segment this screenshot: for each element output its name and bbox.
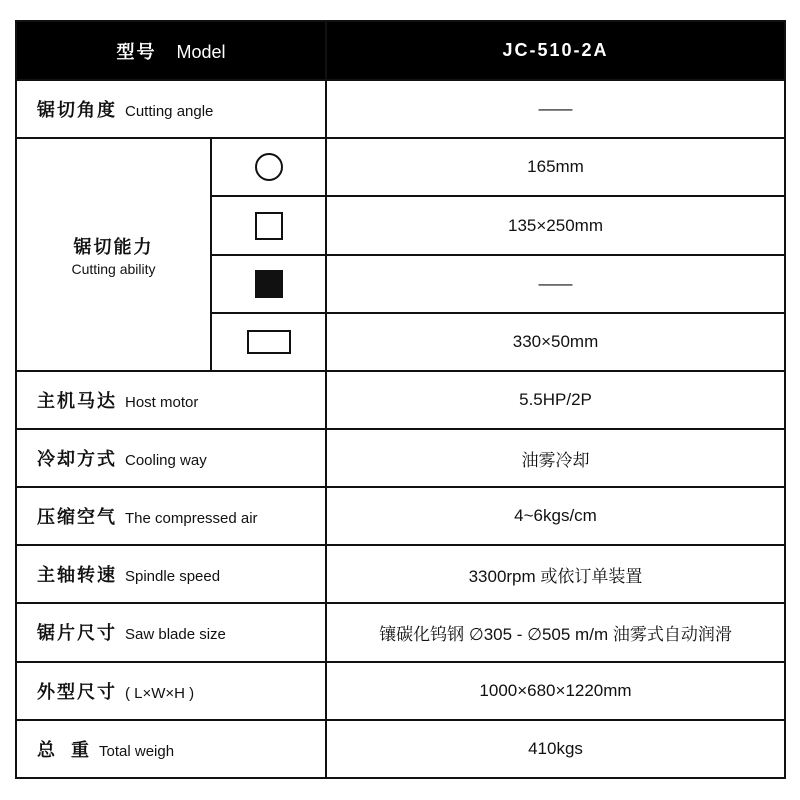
label-en: ( L×W×H ) xyxy=(125,684,195,702)
label-en: Saw blade size xyxy=(125,626,226,644)
cooling-way-value: 油雾冷却 xyxy=(326,429,785,487)
cutting-ability-value: 135×250mm xyxy=(326,196,785,254)
label-zh: 主轴转速 xyxy=(37,565,117,586)
host-motor-value: 5.5HP/2P xyxy=(326,371,785,429)
model-label-zh: 型号 xyxy=(116,41,157,62)
table-row xyxy=(16,429,785,487)
circle-icon xyxy=(255,153,283,181)
compressed-air-label xyxy=(16,487,326,545)
label-zh: 外型尺寸 xyxy=(37,681,117,702)
model-label-cell xyxy=(16,21,326,80)
label-zh: 冷却方式 xyxy=(37,449,117,470)
model-label-en: Model xyxy=(176,41,226,62)
rectangle-icon xyxy=(247,330,291,354)
table-row xyxy=(16,80,785,138)
cooling-way-label xyxy=(16,429,326,487)
table-row xyxy=(16,720,785,778)
compressed-air-value: 4~6kgs/cm xyxy=(326,487,785,545)
label-zh: 压缩空气 xyxy=(37,507,117,528)
total-weight-value: 410kgs xyxy=(326,720,785,778)
table-row xyxy=(16,603,785,661)
cutting-angle-label xyxy=(16,80,326,138)
shape-cell xyxy=(211,255,326,313)
label-en: Host motor xyxy=(125,393,199,411)
saw-blade-size-label xyxy=(16,603,326,661)
filled-square-icon xyxy=(255,270,283,298)
saw-blade-size-value: 镶碳化钨钢 ∅305 - ∅505 m/m 油雾式自动润滑 xyxy=(326,603,785,661)
label-en: Cutting angle xyxy=(125,103,214,121)
cutting-ability-value: 330×50mm xyxy=(326,313,785,371)
table-row xyxy=(16,662,785,720)
label-en: Cutting ability xyxy=(71,260,156,277)
label-en: The compressed air xyxy=(125,510,258,528)
total-weight-label xyxy=(16,720,326,778)
shape-cell xyxy=(211,313,326,371)
label-zh: 锯切能力 xyxy=(73,236,154,257)
label-zh: 主机马达 xyxy=(37,390,117,411)
cutting-ability-value: —— xyxy=(326,255,785,313)
table-row xyxy=(16,487,785,545)
table-row xyxy=(16,138,785,196)
label-zh: 锯切角度 xyxy=(37,100,117,121)
spindle-speed-value: 3300rpm 或依订单装置 xyxy=(326,545,785,603)
host-motor-label xyxy=(16,371,326,429)
spindle-speed-label xyxy=(16,545,326,603)
square-icon xyxy=(255,212,283,240)
cutting-ability-value: 165mm xyxy=(326,138,785,196)
label-zh: 总 重 xyxy=(37,739,92,760)
label-en: Cooling way xyxy=(125,452,207,470)
spec-table xyxy=(15,20,786,779)
cutting-ability-label xyxy=(16,138,211,371)
label-zh: 锯片尺寸 xyxy=(37,623,117,644)
dimensions-label xyxy=(16,662,326,720)
dimensions-value: 1000×680×1220mm xyxy=(326,662,785,720)
table-row xyxy=(16,545,785,603)
header-row xyxy=(16,21,785,80)
model-value: JC-510-2A xyxy=(326,21,785,80)
shape-cell xyxy=(211,196,326,254)
cutting-angle-value: —— xyxy=(326,80,785,138)
shape-cell xyxy=(211,138,326,196)
label-en: Spindle speed xyxy=(125,568,221,586)
label-en: Total weigh xyxy=(99,742,175,760)
table-row xyxy=(16,371,785,429)
